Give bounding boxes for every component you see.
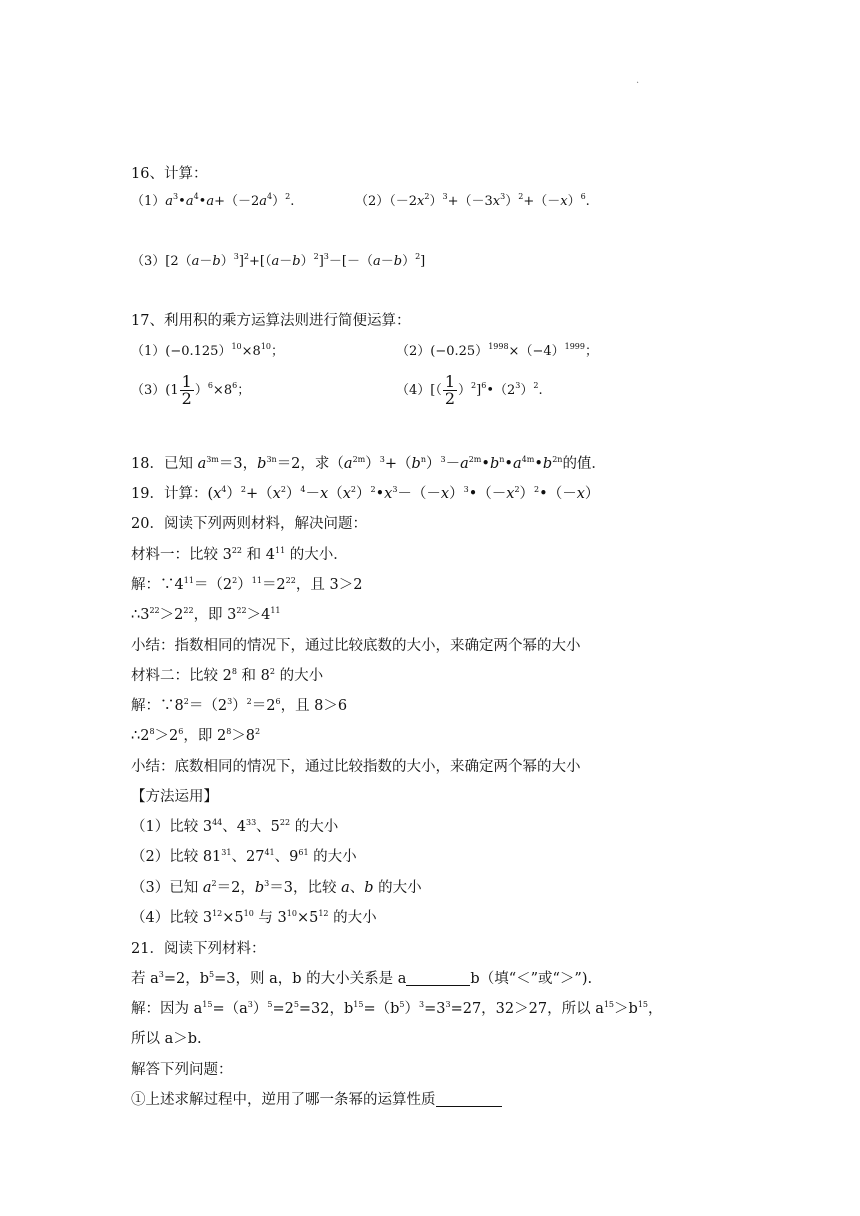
q16-part3: $(3)[2(a-b)^3]^2+[(a-b)^2]^3-[-(a-b)^2]$	[131, 252, 426, 269]
q21-line4: 解答下列问题：	[131, 1062, 233, 1078]
answer-blank[interactable]	[406, 971, 470, 986]
answer-blank[interactable]	[436, 1092, 502, 1107]
q20-material1: 材料一：比较 $3^{22}$ 和 $4^{11}$ 的大小．	[131, 546, 348, 563]
q20-apply1: （1）比较 $3^{44}$、$4^{33}$、$5^{22}$ 的大小	[131, 818, 339, 835]
q19-line: 19．计算：$(x^4)^2+(x^2)^4-x(x^2)^2•x^3-(-x)^3•(-x^2)^2•(-x)$	[131, 485, 600, 502]
q17-part4: （4）[（ $\frac{1}{2}$ ）$^2]^6•(2^3)^2$.	[396, 372, 543, 408]
q16-part2: $(2)(-2x^2)^3+(-3x^3)^2+(-x)^6$.	[355, 192, 590, 209]
q20-method-heading: 【方法运用】	[131, 789, 218, 805]
q20-conclusion2: $\therefore 2^8>2^6$，即 $2^8>8^2$	[131, 727, 261, 744]
q20-summary2: 小结：底数相同的情况下，通过比较指数的大小，来确定两个幂的大小	[131, 759, 581, 775]
q17-part1: $(1)(-0.125)^{10}\times 8^{10}$；	[131, 342, 285, 359]
q20-apply4: （4）比较 $3^{12}\times 5^{10}$ 与 $3^{10}\times 5^{12}$ 的大小	[131, 909, 377, 926]
q20-title: 20．阅读下列两则材料，解决问题：	[131, 516, 367, 532]
q21-line2: 解：因为 $a^{15}=(a^3)^5=2^5=32$，$b^{15}=(b^5)^3=3^3=27$，32＞27，所以 $a^{15}>b^{15}$，	[131, 1000, 663, 1017]
q16-title: 16、计算：	[131, 166, 208, 182]
q17-part2: $(2)(-0.25)^{1998}\times(-4)^{1999}$；	[396, 342, 598, 359]
q17-part3: （3）(1 $\frac{1}{2}$ ）$^6\times 8^6$；	[131, 372, 251, 408]
q20-material2: 材料二：比较 $2^8$ 和 $8^2$ 的大小	[131, 667, 324, 684]
q21-line5: ①上述求解过程中，逆用了哪一条幂的运算性质	[131, 1090, 502, 1110]
q21-line1: 若 $a^3=2$，$b^5=3$，则 a，b 的大小关系是 a b（填“＜”或“＞”).	[131, 970, 593, 987]
q20-apply3: （3）已知 $a^2=2$，$b^3=3$，比较 a、b 的大小	[131, 879, 422, 896]
q20-conclusion1: $\therefore 3^{22}>2^{22}$，即 $3^{22}>4^{11}$	[131, 606, 281, 623]
corner-dot: ·	[636, 78, 640, 89]
q20-apply2: （2）比较 $81^{31}$、$27^{41}$、$9^{61}$ 的大小	[131, 848, 357, 865]
fraction-half: $\frac{1}{2}$	[181, 372, 192, 408]
q20-summary1: 小结：指数相同的情况下，通过比较底数的大小，来确定两个幂的大小	[131, 638, 581, 654]
q18-line: 18．已知 $a^{3m}=3$，$b^{3n}=2$，求$(a^{2m})^3+(b^n)^3-a^{2m}•b^n•a^{4m}•b^{2n}$的值．	[131, 455, 606, 472]
q21-line3: 所以 a＞b.	[131, 1031, 202, 1047]
q20-solution1: 解：$\because 4^{11}=(2^2)^{11}=2^{22}$，且 3＞2	[131, 576, 363, 593]
q20-solution2: 解：$\because 8^2=(2^3)^2=2^6$，且 8＞6	[131, 697, 348, 714]
q16-part1: $(1)a^3•a^4•a+(-2a^4)^2$.	[131, 192, 295, 209]
q17-title: 17、利用积的乘方运算法则进行简便运算：	[131, 313, 411, 329]
q21-title: 21．阅读下列材料：	[131, 941, 266, 957]
fraction-half: $\frac{1}{2}$	[444, 372, 456, 408]
